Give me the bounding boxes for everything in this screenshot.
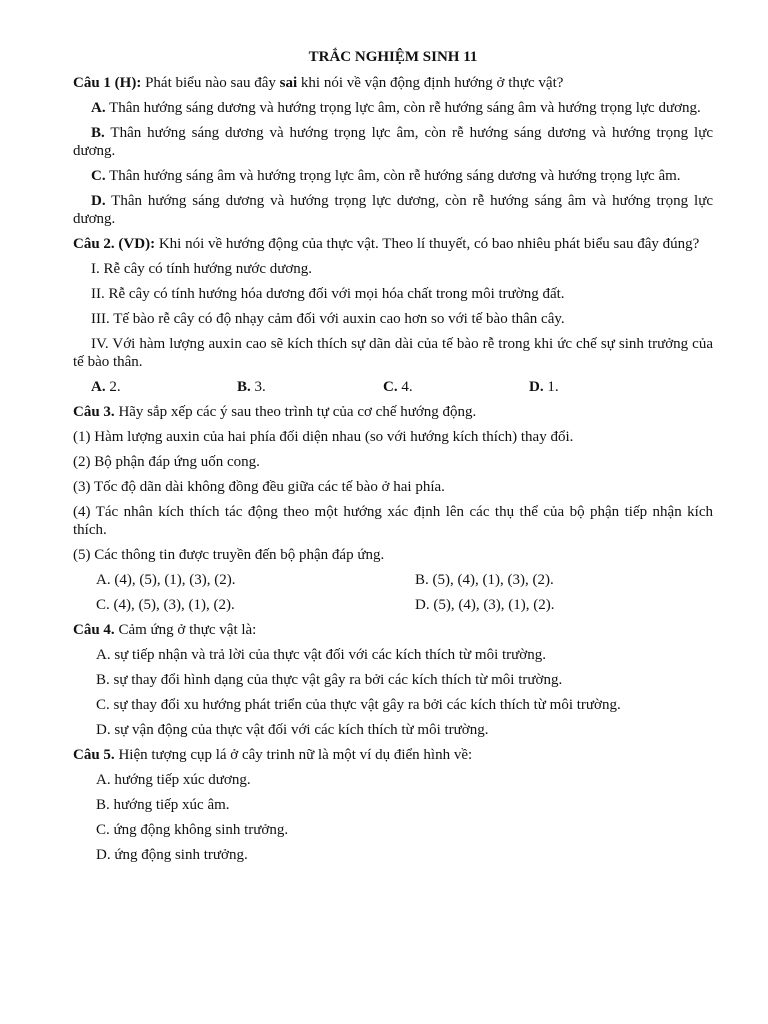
question-3-item-3: (3) Tốc độ dãn dài không đồng đều giữa các tế bào ở hai phía. [73,479,445,495]
option-text: 1. [543,379,559,395]
question-1-text: Phát biểu nào sau đây [141,75,280,91]
question-1-option-b [73,124,713,160]
question-2-option-c [383,378,529,396]
option-text: Thân hướng sáng dương và hướng trọng lực âm, còn rễ hướng sáng âm và hướng trọng lực dương. [105,100,701,116]
question-4-text: Cảm ứng ở thực vật là: [114,622,257,638]
question-3-option-c: C. (4), (5), (3), (1), (2). [96,597,235,613]
option-letter: D. [529,379,544,395]
question-4-option-c: C. sự thay đổi xu hướng phát triển của thực vật gây ra bởi các kích thích từ môi trường. [96,697,621,713]
question-4-stem [73,621,713,639]
question-2-statement-2: II. Rễ cây có tính hướng hóa dương đối với mọi hóa chất trong môi trường đất. [91,286,565,302]
question-5-option-c: C. ứng động không sinh trưởng. [96,822,289,838]
question-4-label: Câu 4. [73,622,115,638]
question-1-emphasis: sai [279,75,298,91]
question-2-option-b [237,378,383,396]
question-3-item-1: (1) Hàm lượng auxin của hai phía đối diện nhau (so với hướng kích thích) thay đổi. [73,429,574,445]
question-2-option-d [529,378,675,396]
question-2-statement-4: IV. Với hàm lượng auxin cao sẽ kích thích sự dãn dài của tế bào rễ trong khi ức chế sự sinh trưởng của tế bào thân. [73,336,713,370]
question-1-stem [73,74,713,92]
question-2-stem [73,235,713,253]
question-1-option-c [73,167,713,185]
question-2-option-a [91,378,237,396]
option-letter: C. [91,168,106,184]
question-2-label: Câu 2. (VD): [73,236,156,252]
question-3-options-row-1 [73,571,713,589]
question-3-stem [73,403,713,421]
question-1 [73,74,713,228]
option-text: 3. [250,379,266,395]
question-3-option-a: A. (4), (5), (1), (3), (2). [96,572,236,588]
option-text: 2. [105,379,121,395]
document-title: TRẮC NGHIỆM SINH 11 [308,49,478,65]
question-5-stem [73,746,713,764]
question-4 [73,621,713,739]
question-4-option-a: A. sự tiếp nhận và trả lời của thực vật đối với các kích thích từ môi trường. [96,647,546,663]
question-2-text: Khi nói về hướng động của thực vật. Theo lí thuyết, có bao nhiêu phát biểu sau đây đúng? [155,236,700,252]
question-2 [73,235,713,396]
option-text: Thân hướng sáng dương và hướng trọng lực âm, còn rễ hướng sáng dương và hướng trọng lực dương. [73,125,713,159]
question-3-options-row-2 [73,596,713,614]
question-3-option-b: B. (5), (4), (1), (3), (2). [415,572,554,588]
question-1-text-end: khi nói về vận động định hướng ở thực vật? [297,75,564,91]
option-letter: D. [91,193,106,209]
question-1-label: Câu 1 (H): [73,75,142,91]
option-letter: C. [383,379,398,395]
option-text: Thân hướng sáng âm và hướng trọng lực âm, còn rễ hướng sáng dương và hướng trọng lực âm. [105,168,681,184]
question-1-option-d [73,192,713,228]
question-3-item-2: (2) Bộ phận đáp ứng uốn cong. [73,454,260,470]
option-letter: A. [91,379,106,395]
option-text: Thân hướng sáng dương và hướng trọng lực dương, còn rễ hướng sáng âm và hướng trọng lực dương. [73,193,713,227]
question-5-option-b: B. hướng tiếp xúc âm. [96,797,230,813]
question-5-option-a: A. hướng tiếp xúc dương. [96,772,251,788]
option-letter: B. [91,125,105,141]
question-2-options [73,378,713,396]
question-5-text: Hiện tượng cụp lá ở cây trinh nữ là một ví dụ điển hình về: [114,747,473,763]
question-3 [73,403,713,614]
question-2-statement-3: III. Tế bào rễ cây có độ nhạy cảm đối với auxin cao hơn so với tế bào thân cây. [91,311,565,327]
option-text: 4. [397,379,413,395]
question-3-item-4: (4) Tác nhân kích thích tác động theo một hướng xác định lên các thụ thể của bộ phận tiếp nhận kích thích. [73,504,713,538]
question-3-item-5: (5) Các thông tin được truyền đến bộ phận đáp ứng. [73,547,385,563]
question-5 [73,746,713,864]
question-3-label: Câu 3. [73,404,115,420]
question-4-option-d: D. sự vận động của thực vật đối với các kích thích từ môi trường. [96,722,489,738]
question-3-text: Hãy sắp xếp các ý sau theo trình tự của cơ chế hướng động. [114,404,477,420]
option-letter: B. [237,379,251,395]
option-letter: A. [91,100,106,116]
question-5-option-d: D. ứng động sinh trưởng. [96,847,248,863]
question-5-label: Câu 5. [73,747,115,763]
question-4-option-b: B. sự thay đổi hình dạng của thực vật gây ra bởi các kích thích từ môi trường. [96,672,563,688]
question-1-option-a [73,99,713,117]
question-3-option-d: D. (5), (4), (3), (1), (2). [415,597,555,613]
question-2-statement-1: I. Rễ cây có tính hướng nước dương. [91,261,313,277]
